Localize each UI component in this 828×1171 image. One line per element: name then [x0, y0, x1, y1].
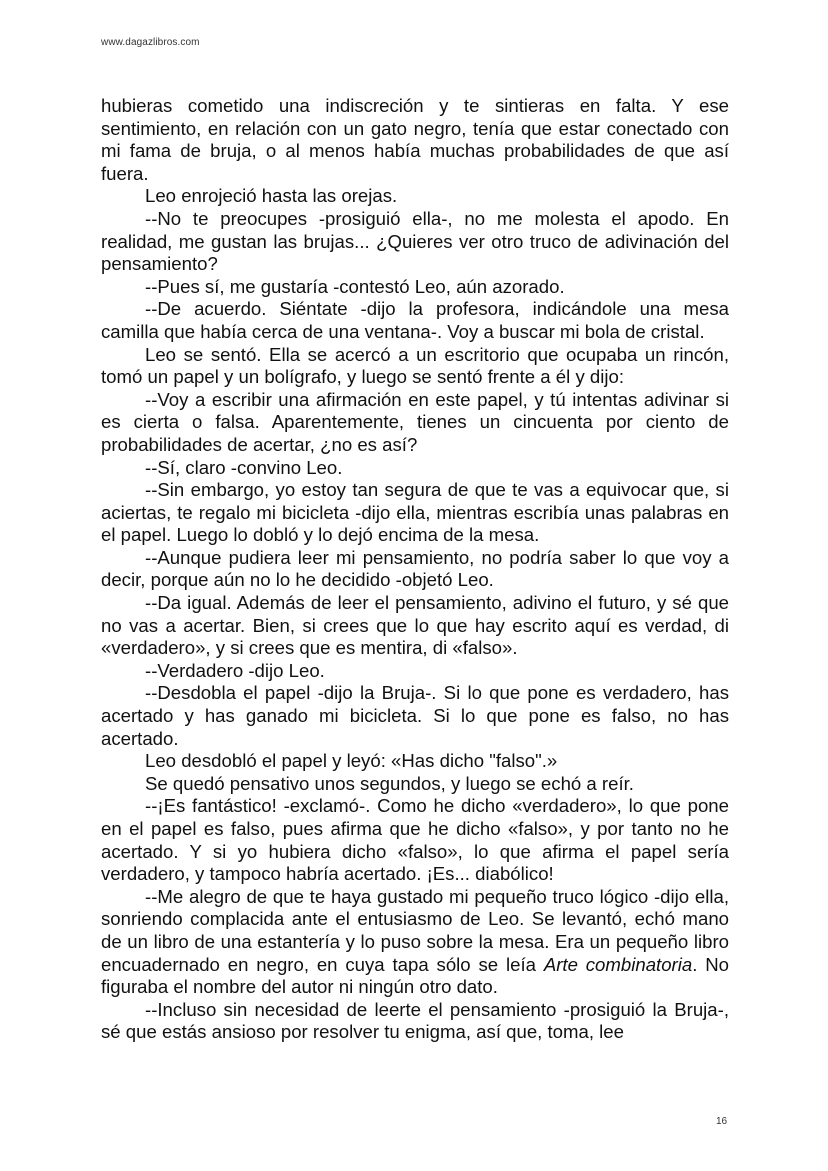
paragraph: Leo desdobló el papel y leyó: «Has dicho "falso".» [145, 750, 558, 772]
paragraph: --Aunque pudiera leer mi pensamiento, no podría saber lo que voy a decir, porque aún no lo he decidido -objetó Leo. [101, 546, 729, 591]
paragraph: --Desdobla el papel -dijo la Bruja-. Si lo que pone es verdadero, has acertado y has ganado mi bicicleta. Si lo que pone es falso, no has acertado. [101, 682, 729, 749]
paragraph: Leo enrojeció hasta las orejas. [145, 185, 398, 207]
paragraph: --Verdadero -dijo Leo. [145, 659, 325, 681]
paragraph: --Pues sí, me gustaría -contestó Leo, aún azorado. [145, 275, 565, 297]
paragraph: --Sin embargo, yo estoy tan segura de que te vas a equivocar que, si aciertas, te regalo mi bicicleta -dijo ella, mientras escribía unas palabras en el papel. Luego lo dobló y lo dejó encima de la mesa. [101, 479, 729, 546]
paragraph: --No te preocupes -prosiguió ella-, no me molesta el apodo. En realidad, me gustan las brujas... ¿Quieres ver otro truco de adivinación del pensamiento? [101, 207, 729, 275]
paragraph-with-book-title [101, 886, 729, 999]
paragraph: --Sí, claro -convino Leo. [145, 456, 343, 478]
page-body [101, 95, 729, 1044]
paragraph: --¡Es fantástico! -exclamó-. Como he dicho «verdadero», lo que pone en el papel es falso, pues afirma que he dicho «falso», y por tanto no he acertado. Y si yo hubiera dicho «falso», lo que afirma el papel sería verdadero, y tampoco habría acertado. ¡Es... diabólico! [101, 795, 729, 885]
paragraph: hubieras cometido una indiscreción y te sintieras en falta. Y ese sentimiento, en relación con un gato negro, tenía que estar conectado con mi fama de bruja, o al menos había muchas probabilidades de que así fuera. [101, 95, 729, 184]
paragraph: --Incluso sin necesidad de leerte el pensamiento -prosiguió la Bruja-, sé que estás ansioso por resolver tu enigma, así que, toma, lee [101, 998, 729, 1043]
header-url: www.dagazlibros.com [101, 37, 200, 48]
page-number: 16 [716, 1116, 728, 1127]
paragraph: Se quedó pensativo unos segundos, y luego se echó a reír. [145, 772, 634, 794]
paragraph-text-after: . No figuraba el nombre del autor ni ningún otro dato. [101, 953, 730, 998]
paragraph: --Voy a escribir una afirmación en este papel, y tú intentas adivinar si es cierta o falsa. Aparentemente, tienes un cincuenta por ciento de probabilidades de acertar, ¿no es así? [101, 388, 729, 455]
paragraph: Leo se sentó. Ella se acercó a un escritorio que ocupaba un rincón, tomó un papel y un bolígrafo, y luego se sentó frente a él y dijo: [101, 343, 729, 388]
book-title-italic: Arte combinatoria [543, 953, 693, 975]
paragraph: --De acuerdo. Siéntate -dijo la profesora, indicándole una mesa camilla que había cerca de una ventana-. Voy a buscar mi bola de cristal. [101, 298, 729, 342]
paragraph: --Da igual. Además de leer el pensamiento, adivino el futuro, y sé que no vas a acertar. Bien, si crees que lo que hay escrito aquí es verdad, di «verdadero», y si crees que es mentira, di «falso». [101, 592, 729, 659]
paragraph-text-before: --Me alegro de que te haya gustado mi pequeño truco lógico -dijo ella, sonriendo complacida ante el entusiasmo de Leo. Se levantó, echó mano de un libro de una estantería y lo puso sobre la mesa. Era un pequeño libro encuadernado en negro, en cuya tapa sólo se leía [101, 885, 729, 975]
